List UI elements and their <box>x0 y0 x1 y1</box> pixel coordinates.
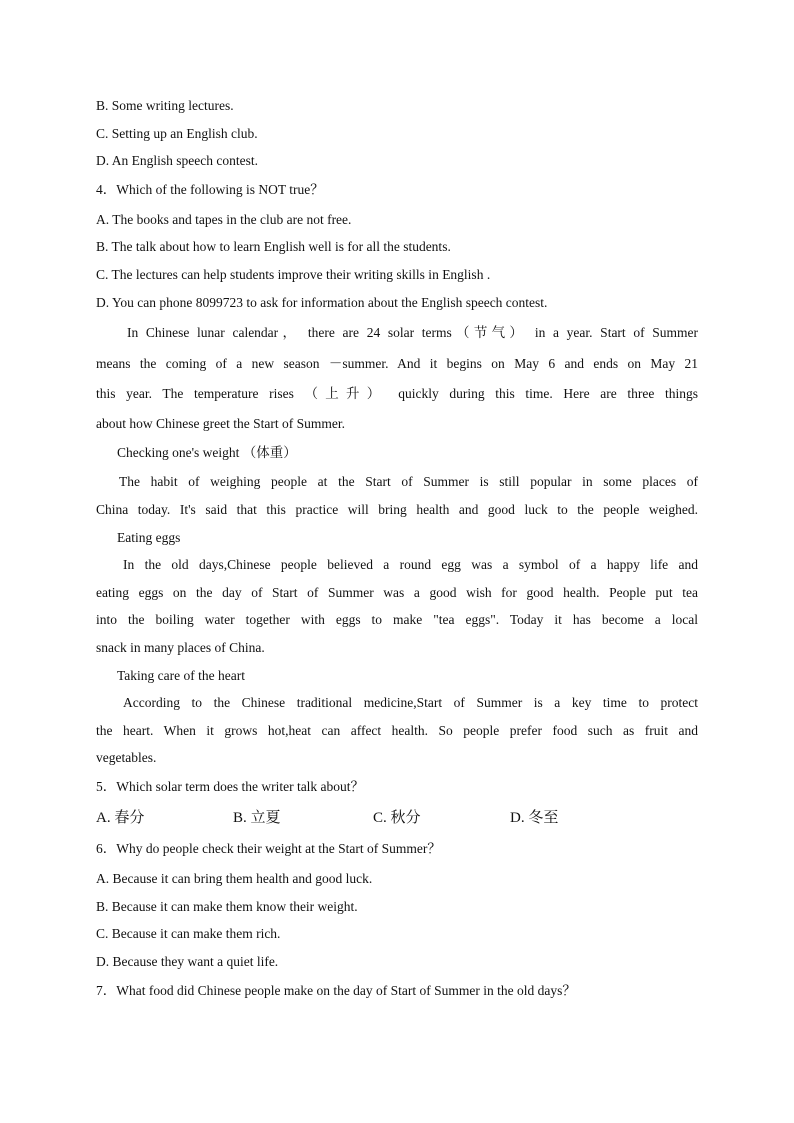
passage-p3-line4: snack in many places of China. <box>96 640 265 655</box>
q5-option-b: B. 立夏 <box>233 810 281 826</box>
q5-stem: 5．Which solar term does the writer talk about？ <box>96 779 365 794</box>
q3-option-b: B. Some writing lectures. <box>96 98 234 113</box>
q5-option-d: D. 冬至 <box>510 810 559 826</box>
q4-option-b: B. The talk about how to learn English well is for all the students. <box>96 239 451 254</box>
passage-p4-line2: the heart. When it grows hot,heat can affect health. So people prefer food such as fruit and <box>96 723 698 738</box>
q6-option-a: A. Because it can bring them health and good luck. <box>96 871 373 886</box>
passage-heading-eggs: Eating eggs <box>117 530 181 545</box>
q6-option-b: B. Because it can make them know their weight. <box>96 899 358 914</box>
passage-p4-line3: vegetables. <box>96 750 157 765</box>
q4-option-a: A. The books and tapes in the club are not free. <box>96 212 352 227</box>
q6-option-d: D. Because they want a quiet life. <box>96 954 279 969</box>
passage-p3-line3: into the boiling water together with eggs to make "tea eggs". Today it has become a local <box>96 612 698 627</box>
q5-option-a: A. 春分 <box>96 810 145 826</box>
passage-p1-line1: In Chinese lunar calendar， there are 24 solar terms（节气） in a year. Start of Summer <box>127 325 698 340</box>
passage-p3-line1: In the old days,Chinese people believed a round egg was a symbol of a happy life and <box>123 557 698 572</box>
passage-p1-line3: this year. The temperature rises （上升） quickly during this time. Here are three things <box>96 386 698 401</box>
q3-option-d: D. An English speech contest. <box>96 153 258 168</box>
q6-option-c: C. Because it can make them rich. <box>96 926 281 941</box>
q6-stem: 6．Why do people check their weight at the Start of Summer？ <box>96 841 441 856</box>
q5-option-c: C. 秋分 <box>373 810 421 826</box>
passage-p4-line1: According to the Chinese traditional medicine,Start of Summer is a key time to protect <box>123 695 698 710</box>
q5-options <box>96 808 698 828</box>
passage-p2-line1: The habit of weighing people at the Start of Summer is still popular in some places of <box>119 474 698 489</box>
q4-stem: 4．Which of the following is NOT true？ <box>96 182 324 197</box>
passage-p1-line2: means the coming of a new season －summer. And it begins on May 6 and ends on May 21 <box>96 356 698 371</box>
q4-option-d: D. You can phone 8099723 to ask for information about the English speech contest. <box>96 295 548 310</box>
q7-stem: 7．What food did Chinese people make on the day of Start of Summer in the old days？ <box>96 983 576 998</box>
q3-option-c: C. Setting up an English club. <box>96 126 258 141</box>
passage-heading-weight: Checking one's weight （体重） <box>117 445 297 460</box>
passage-p3-line2: eating eggs on the day of Start of Summer was a good wish for good health. People put tea <box>96 585 698 600</box>
passage-p2-line2: China today. It's said that this practice will bring health and good luck to the people weighed. <box>96 502 698 517</box>
passage-heading-heart: Taking care of the heart <box>117 668 245 683</box>
passage-p1-line4: about how Chinese greet the Start of Summer. <box>96 416 345 431</box>
q4-option-c: C. The lectures can help students improve their writing skills in English . <box>96 267 491 282</box>
